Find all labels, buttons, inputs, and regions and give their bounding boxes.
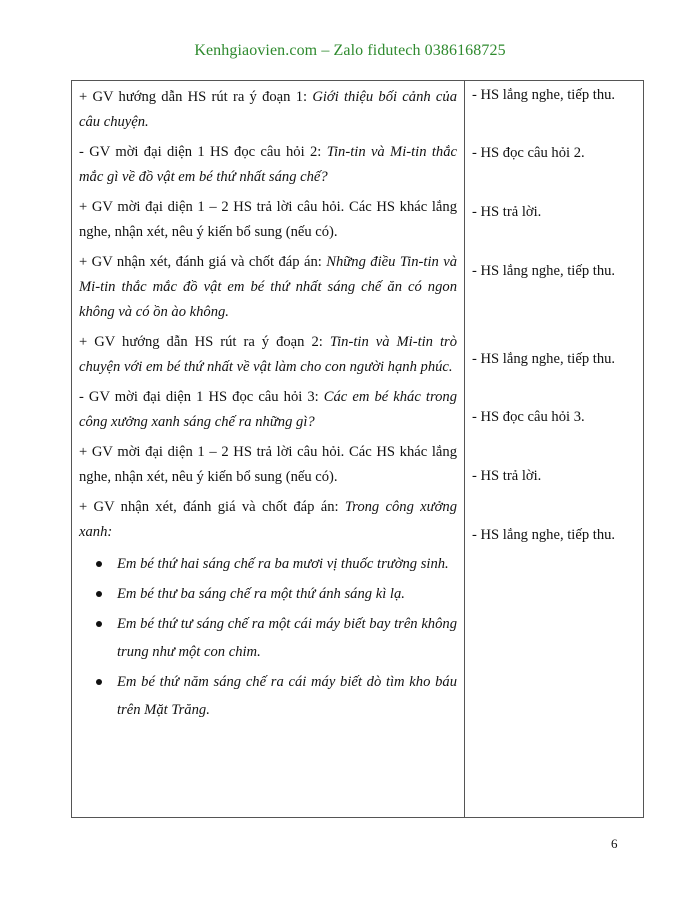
paragraph-3: + GV mời đại diện 1 – 2 HS trả lời câu hỏi. Các HS khác lắng nghe, nhận xét, nêu ý kiến bổ sung (nếu có). bbox=[79, 199, 457, 240]
paragraph-4: + GV nhận xét, đánh giá và chốt đáp án: Những điều Tin-tin và Mi-tin thắc mắc đồ vật em bé thứ nhất sáng chế ăn có ngon không và có ồn ào không. bbox=[79, 254, 458, 320]
paragraph-8: + GV nhận xét, đánh giá và chốt đáp án: Trong công xưởng xanh: bbox=[79, 499, 457, 540]
list-item: Em bé thứ hai sáng chế ra ba mươi vị thuốc trường sinh. bbox=[117, 550, 457, 578]
paragraph-6: - GV mời đại diện 1 HS đọc câu hỏi 3: Các em bé khác trong công xưởng xanh sáng chế ra những gì? bbox=[79, 389, 457, 430]
student-activity-cell bbox=[465, 81, 644, 818]
paragraph-1: + GV hướng dẫn HS rút ra ý đoạn 1: Giới thiệu bối cảnh của câu chuyện. bbox=[79, 89, 457, 130]
bullet-icon bbox=[96, 561, 102, 567]
student-response-6: - HS đọc câu hỏi 3. bbox=[472, 409, 585, 425]
lesson-table bbox=[71, 80, 644, 818]
answer-list bbox=[79, 550, 457, 724]
student-response-8: - HS lắng nghe, tiếp thu. bbox=[472, 527, 616, 543]
list-item: Em bé thư ba sáng chế ra một thứ ánh sáng kì lạ. bbox=[117, 580, 457, 608]
page-header: Kenhgiaovien.com – Zalo fidutech 0386168725 bbox=[194, 42, 506, 59]
student-response-3: - HS trả lời. bbox=[472, 204, 542, 220]
page-number: 6 bbox=[611, 836, 618, 851]
bullet-icon bbox=[96, 679, 102, 685]
paragraph-7: + GV mời đại diện 1 – 2 HS trả lời câu hỏi. Các HS khác lắng nghe, nhận xét, nêu ý kiến bổ sung (nếu có). bbox=[79, 444, 457, 485]
student-response-1: - HS lắng nghe, tiếp thu. bbox=[472, 87, 616, 103]
student-response-2: - HS đọc câu hỏi 2. bbox=[472, 145, 585, 161]
student-response-5: - HS lắng nghe, tiếp thu. bbox=[472, 351, 616, 367]
table-row bbox=[72, 81, 644, 818]
paragraph-2: - GV mời đại diện 1 HS đọc câu hỏi 2: Tin-tin và Mi-tin thắc mắc gì về đồ vật em bé thứ nhất sáng chế? bbox=[79, 144, 457, 185]
list-item: Em bé thứ tư sáng chế ra một cái máy biết bay trên không trung như một con chim. bbox=[117, 610, 457, 666]
bullet-icon bbox=[96, 591, 102, 597]
teacher-activity-cell bbox=[72, 81, 465, 818]
student-response-4: - HS lắng nghe, tiếp thu. bbox=[472, 263, 616, 279]
student-response-7: - HS trả lời. bbox=[472, 468, 542, 484]
bullet-icon bbox=[96, 621, 102, 627]
list-item: Em bé thứ năm sáng chế ra cái máy biết dò tìm kho báu trên Mặt Trăng. bbox=[117, 668, 457, 724]
paragraph-5: + GV hướng dẫn HS rút ra ý đoạn 2: Tin-tin và Mi-tin trò chuyện với em bé thứ nhất về vật làm cho con người hạnh phúc. bbox=[79, 334, 458, 375]
